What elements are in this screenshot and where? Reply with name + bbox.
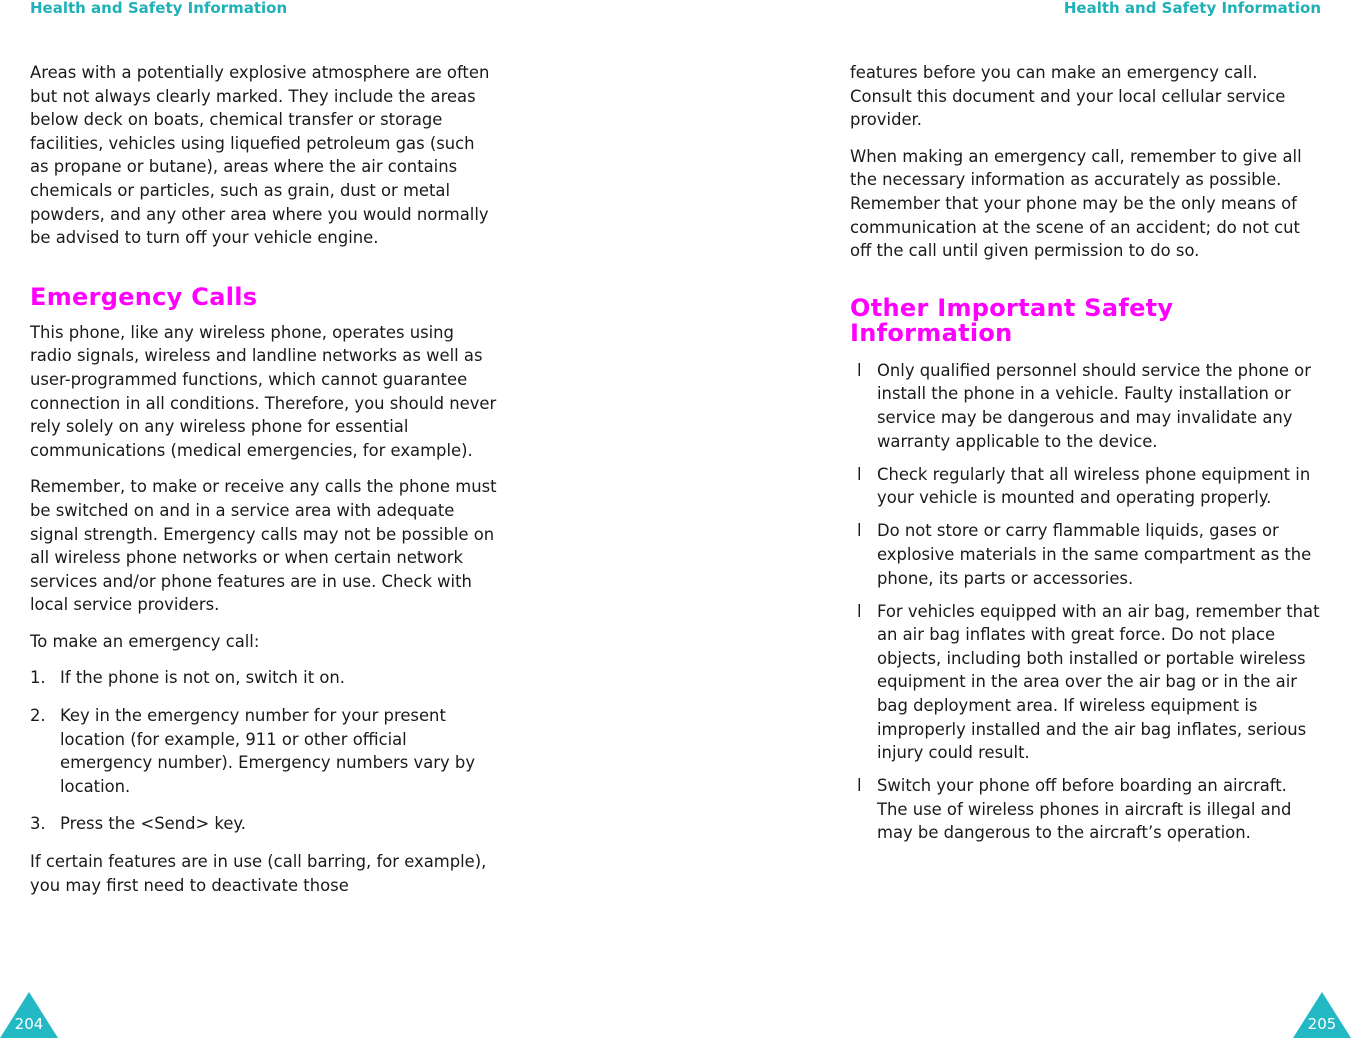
bullet-mark: l xyxy=(857,464,862,484)
step-text: If the phone is not on, switch it on. xyxy=(60,668,345,688)
paragraph: When making an emergency call, remember to give all the necessary information as accurately as possible. Remember that your phone may be the only means of communication at the scene of an accident; do not cut off the call until given permission to do so. xyxy=(850,146,1302,261)
step-number: 2. xyxy=(30,706,46,726)
bullet-text: Do not store or carry flammable liquids, gases or explosive materials in the same compartment as the phone, its parts or accessories. xyxy=(877,521,1312,588)
bullet-mark: l xyxy=(857,360,862,380)
running-head: Health and Safety Information xyxy=(1063,0,1321,17)
paragraph: Remember, to make or receive any calls the phone must be switched on and in a service area with adequate signal strength. Emergency calls may not be possible on all wireless phone networks or when certain network services and/or phone features are in use. Check with local service providers. xyxy=(30,477,497,615)
page-number-tab xyxy=(1293,992,1351,1038)
running-head: Health and Safety Information xyxy=(30,0,288,17)
bullet-text: For vehicles equipped with an air bag, remember that an air bag inflates with great force. Do not place objects, including both installed or portable wireless equipment in the area over the air bag or in the air bag deployment area. If wireless equipment is improperly installed and the air bag inflates, serious injury could result. xyxy=(877,601,1320,763)
list-item xyxy=(30,812,498,836)
step-text: Press the <Send> key. xyxy=(60,814,246,834)
bullet-text: Check regularly that all wireless phone equipment in your vehicle is mounted and operating properly. xyxy=(877,464,1311,508)
bullet-text: Only qualified personnel should service the phone or install the phone in a vehicle. Faulty installation or service may be dangerous and may invalidate any warranty applicable to the device. xyxy=(877,360,1311,451)
bullet-text: Switch your phone off before boarding an aircraft. The use of wireless phones in aircraft is illegal and may be dangerous to the aircraft’s operation. xyxy=(877,776,1292,843)
right-page xyxy=(675,0,1351,1038)
bullet-mark: l xyxy=(857,521,862,541)
page-number-tab xyxy=(0,992,58,1038)
page-content xyxy=(850,61,1320,855)
list-item xyxy=(850,774,1320,845)
bullet-mark: l xyxy=(857,601,862,621)
list-item xyxy=(850,600,1320,765)
page-number: 205 xyxy=(1307,1015,1337,1033)
list-item xyxy=(30,704,498,798)
list-item xyxy=(850,519,1320,590)
section-heading-emergency-calls: Emergency Calls xyxy=(30,282,258,311)
paragraph: features before you can make an emergency call. Consult this document and your local cellular service provider. xyxy=(850,63,1286,130)
list-item xyxy=(850,359,1320,453)
safety-bullet-list xyxy=(850,359,1320,845)
step-text: Key in the emergency number for your present location (for example, 911 or other official emergency number). Emergency numbers vary by location. xyxy=(60,706,476,796)
bullet-mark: l xyxy=(857,776,862,796)
page-content xyxy=(30,61,498,910)
list-item xyxy=(30,666,498,690)
intro-paragraph: Areas with a potentially explosive atmosphere are often but not always clearly marked. They include the areas below deck on boats, chemical transfer or storage facilities, vehicles using liquefied petroleum gas (such as propane or butane), areas where the air contains chemicals or particles, such as grain, dust or metal powders, and any other area where you would normally be advised to turn off your vehicle engine. xyxy=(30,63,490,248)
step-number: 3. xyxy=(30,814,46,834)
closing-paragraph: If certain features are in use (call barring, for example), you may first need to deactivate those xyxy=(30,852,487,895)
emergency-steps-list xyxy=(30,666,498,836)
section-heading-other-safety: Other Important Safety Information xyxy=(850,293,1174,347)
paragraph: This phone, like any wireless phone, operates using radio signals, wireless and landline networks as well as user-programmed functions, which cannot guarantee connection in all conditions. Therefore, you should never rely solely on any wireless phone for essential communications (medical emergencies, for example). xyxy=(30,322,497,460)
steps-intro: To make an emergency call: xyxy=(30,631,260,651)
step-number: 1. xyxy=(30,668,46,688)
page-number: 204 xyxy=(14,1015,44,1033)
left-page xyxy=(0,0,675,1038)
list-item xyxy=(850,463,1320,510)
